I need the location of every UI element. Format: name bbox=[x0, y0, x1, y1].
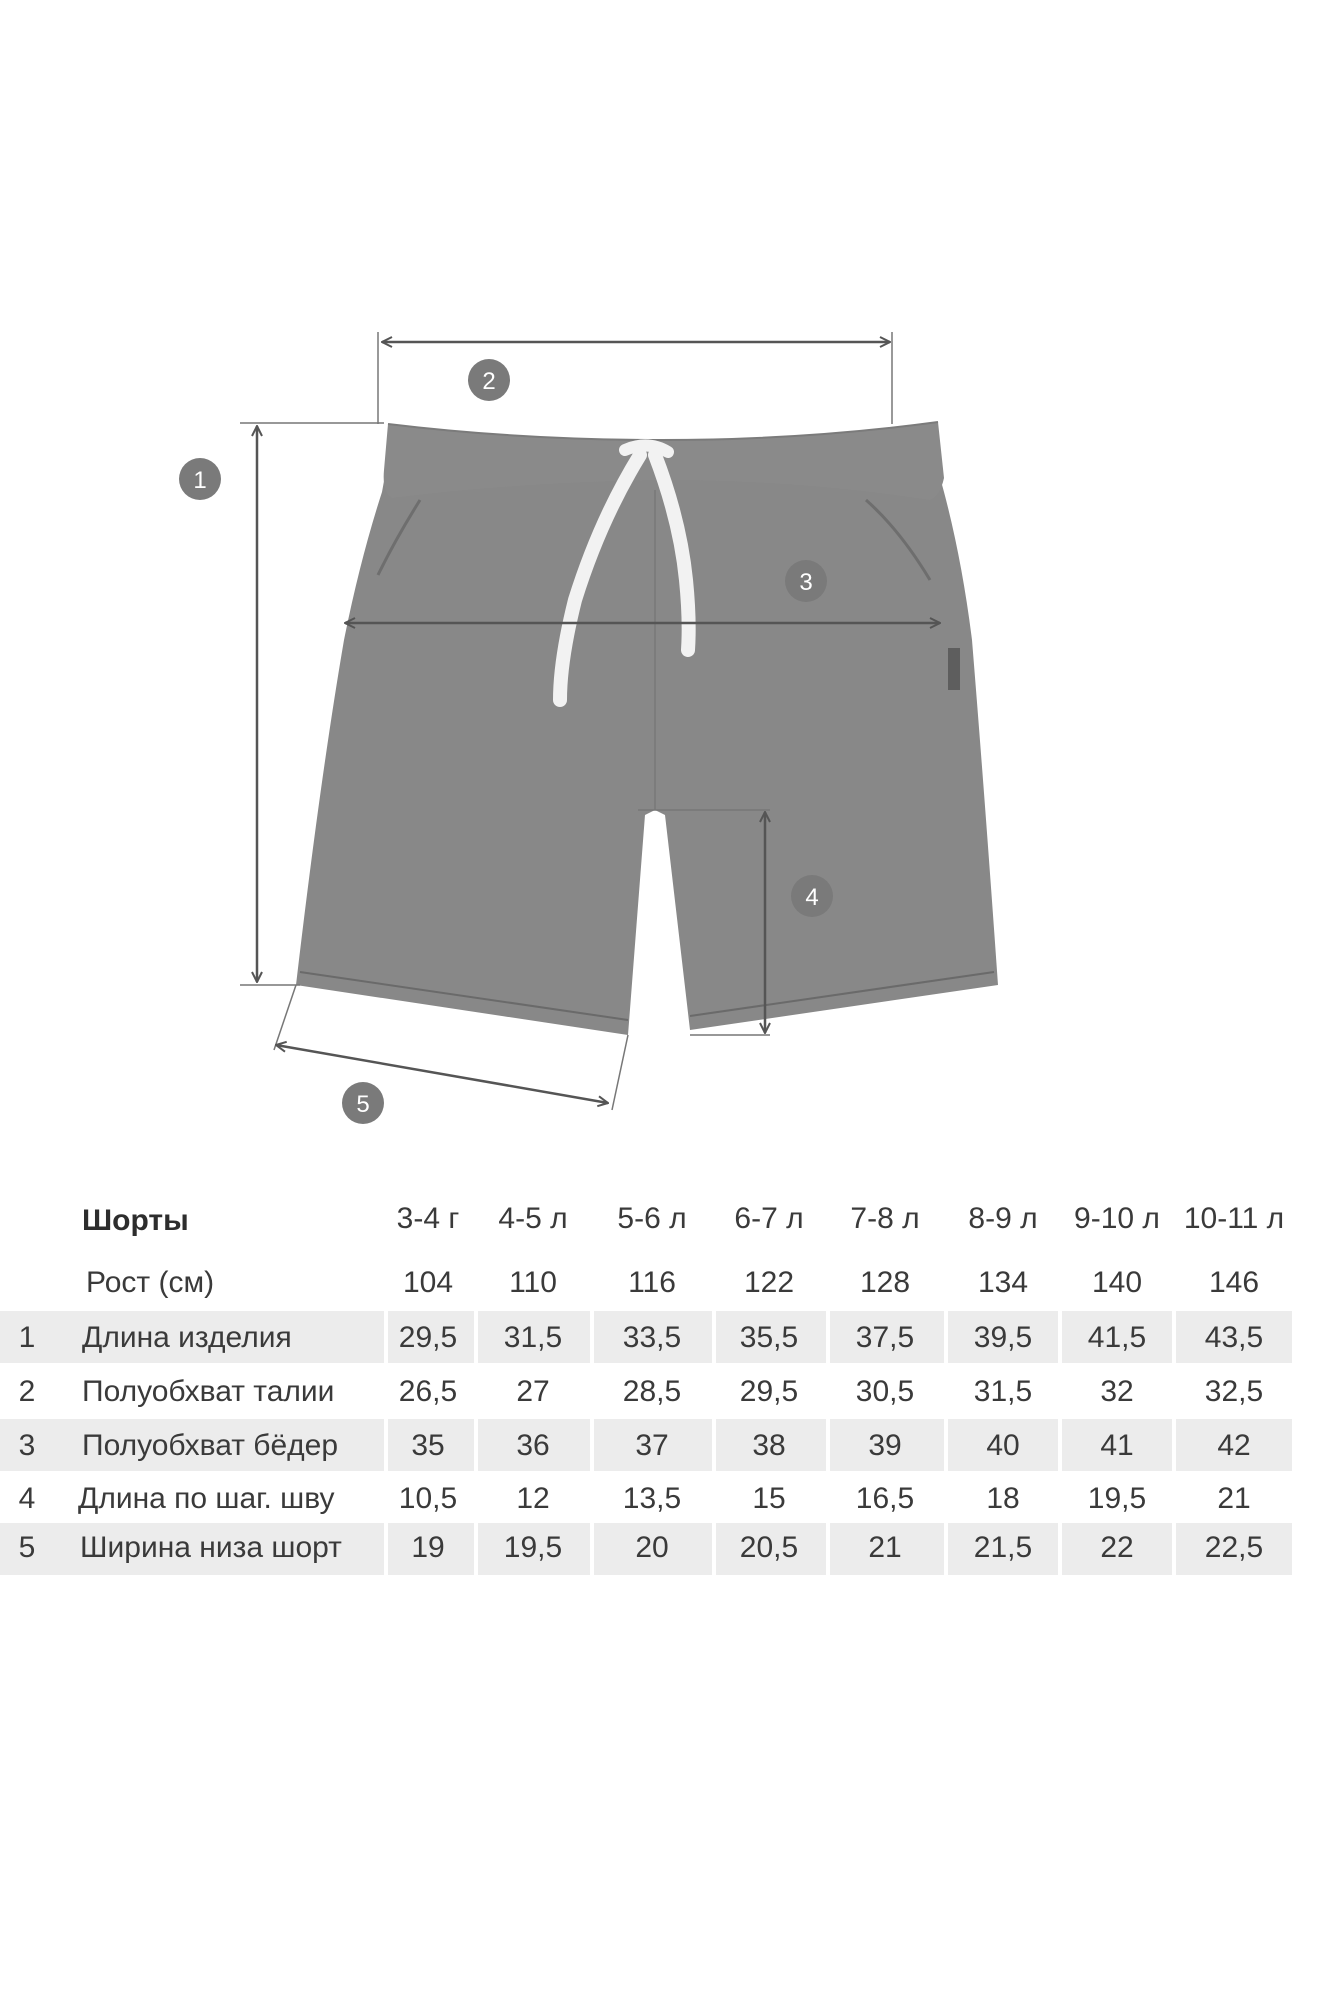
size-header: 6-7 л bbox=[734, 1202, 804, 1235]
row-label: Полуобхват талии bbox=[82, 1375, 335, 1408]
measurement-value: 31,5 bbox=[503, 1321, 563, 1354]
row-label: Полуобхват бёдер bbox=[82, 1429, 339, 1462]
row-label: Ширина низа шорт bbox=[80, 1531, 342, 1564]
measurement-value: 12 bbox=[516, 1482, 550, 1515]
size-header: 7-8 л bbox=[850, 1202, 920, 1235]
marker-4-label: 4 bbox=[805, 884, 819, 911]
measurement-value: 38 bbox=[752, 1429, 786, 1462]
row-number: 4 bbox=[18, 1482, 36, 1515]
marker-3 bbox=[785, 560, 827, 602]
shorts-body bbox=[296, 470, 998, 1035]
size-header: 9-10 л bbox=[1074, 1202, 1160, 1235]
row-label: Длина по шаг. шву bbox=[78, 1482, 335, 1515]
measurement-value: 21 bbox=[868, 1531, 902, 1564]
size-header: 8-9 л bbox=[968, 1202, 1038, 1235]
size-header: 5-6 л bbox=[617, 1202, 687, 1235]
measurement-value: 39 bbox=[868, 1429, 902, 1462]
measurement-value: 29,5 bbox=[739, 1375, 799, 1408]
height-value: 134 bbox=[977, 1266, 1029, 1299]
side-tag bbox=[948, 648, 960, 690]
measurement-value: 35 bbox=[411, 1429, 445, 1462]
measurement-value: 30,5 bbox=[855, 1375, 915, 1408]
measurement-value: 32 bbox=[1100, 1375, 1134, 1408]
measurement-value: 37 bbox=[635, 1429, 669, 1462]
row-number: 5 bbox=[18, 1531, 36, 1564]
height-row bbox=[0, 1193, 1325, 1303]
measurement-value: 41,5 bbox=[1087, 1321, 1147, 1354]
height-value: 146 bbox=[1208, 1266, 1260, 1299]
measurement-value: 36 bbox=[516, 1429, 550, 1462]
measurement-value: 26,5 bbox=[398, 1375, 458, 1408]
measurement-value: 40 bbox=[986, 1429, 1020, 1462]
marker-4 bbox=[791, 875, 833, 917]
dimension-5-arrow bbox=[276, 1045, 608, 1103]
height-value: 116 bbox=[628, 1266, 676, 1299]
row-number: 2 bbox=[18, 1375, 36, 1408]
marker-1 bbox=[179, 458, 221, 500]
row-label: Длина изделия bbox=[82, 1321, 292, 1354]
measurement-value: 19,5 bbox=[1087, 1482, 1147, 1515]
measurement-value: 37,5 bbox=[855, 1321, 915, 1354]
measurement-value: 35,5 bbox=[739, 1321, 799, 1354]
size-header: 10-11 л bbox=[1183, 1202, 1285, 1235]
row-number: 3 bbox=[18, 1429, 36, 1462]
measurement-value: 19,5 bbox=[503, 1531, 563, 1564]
size-header: 3-4 г bbox=[396, 1202, 460, 1235]
measurement-value: 29,5 bbox=[398, 1321, 458, 1354]
measurement-value: 21,5 bbox=[973, 1531, 1033, 1564]
height-value: 128 bbox=[859, 1266, 911, 1299]
marker-2-label: 2 bbox=[482, 368, 496, 395]
marker-2 bbox=[468, 359, 510, 401]
measurement-value: 19 bbox=[411, 1531, 445, 1564]
measurement-value: 22,5 bbox=[1204, 1531, 1264, 1564]
height-value: 122 bbox=[743, 1266, 795, 1299]
measurement-value: 21 bbox=[1217, 1482, 1251, 1515]
measurement-value: 42 bbox=[1217, 1429, 1251, 1462]
measurement-value: 18 bbox=[986, 1482, 1020, 1515]
measurement-value: 39,5 bbox=[973, 1321, 1033, 1354]
height-row-label: Рост (см) bbox=[86, 1266, 215, 1299]
marker-5 bbox=[342, 1082, 384, 1124]
height-value: 110 bbox=[509, 1266, 557, 1299]
table-title: Шорты bbox=[82, 1204, 189, 1237]
measurement-value: 20,5 bbox=[739, 1531, 799, 1564]
measurement-value: 10,5 bbox=[398, 1482, 458, 1515]
measurement-value: 31,5 bbox=[973, 1375, 1033, 1408]
marker-1-label: 1 bbox=[193, 467, 207, 494]
height-value: 104 bbox=[402, 1266, 454, 1299]
marker-5-label: 5 bbox=[356, 1091, 370, 1118]
measurement-value: 32,5 bbox=[1204, 1375, 1264, 1408]
measurement-value: 16,5 bbox=[855, 1482, 915, 1515]
measurement-value: 15 bbox=[752, 1482, 786, 1515]
measurement-value: 13,5 bbox=[622, 1482, 682, 1515]
row-number: 1 bbox=[18, 1321, 36, 1354]
measurement-value: 27 bbox=[516, 1375, 550, 1408]
measurement-value: 43,5 bbox=[1204, 1321, 1264, 1354]
measurement-value: 28,5 bbox=[622, 1375, 682, 1408]
measurement-value: 22 bbox=[1100, 1531, 1134, 1564]
size-header: 4-5 л bbox=[498, 1202, 568, 1235]
measurement-value: 33,5 bbox=[622, 1321, 682, 1354]
shorts-illustration bbox=[296, 422, 998, 1035]
height-value: 140 bbox=[1091, 1266, 1143, 1299]
measurement-value: 41 bbox=[1100, 1429, 1134, 1462]
marker-3-label: 3 bbox=[799, 569, 813, 596]
measurement-value: 20 bbox=[635, 1531, 669, 1564]
